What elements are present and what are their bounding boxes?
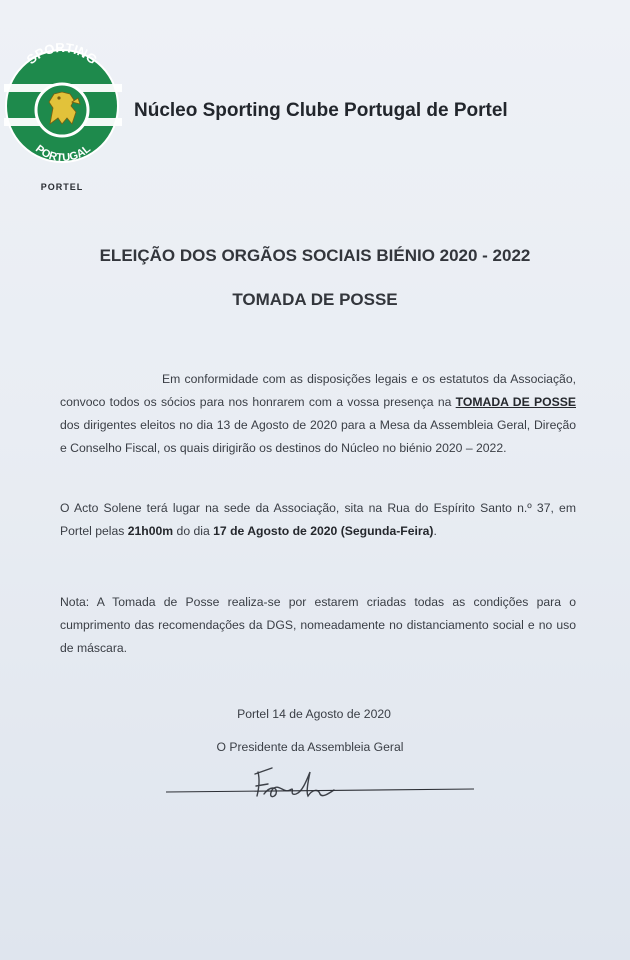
- paragraph-text: .: [433, 524, 437, 538]
- paragraph-text: do dia: [173, 524, 214, 538]
- club-name: Núcleo Sporting Clube Portugal de Portel: [134, 100, 508, 121]
- convocation-paragraph: [60, 368, 576, 460]
- logo-top-text: [28, 28, 98, 30]
- svg-text:NÚCLEO: [28, 28, 98, 30]
- place-and-date: Portel 14 de Agosto de 2020: [237, 707, 391, 721]
- ceremony-paragraph: [60, 497, 576, 543]
- logo-ring-text-top: SPORTING: [23, 39, 101, 68]
- ceremony-time: 21h00m: [127, 524, 174, 538]
- paragraph-text: Em conformidade com as disposições legais e os estatutos da Associação, convoco todos os sócios para nos honrarem com a vossa presença na: [60, 372, 576, 409]
- tomada-de-posse-highlight: TOMADA DE POSSE: [455, 395, 576, 409]
- document-subtitle: TOMADA DE POSSE: [232, 290, 398, 309]
- signature-line: [166, 789, 474, 792]
- signature-block: [160, 760, 480, 810]
- handwritten-signature: [255, 768, 334, 797]
- paragraph-text: O Acto Solene terá lugar na sede da Associação, sita na Rua do Espírito Santo n.º 37, em Portel pelas: [60, 501, 576, 538]
- logo-location-text: PORTEL: [40, 182, 84, 192]
- paragraph-text: dos dirigentes eleitos no dia 13 de Agosto de 2020 para a Mesa da Assembleia Geral, Direção e Conselho Fiscal, os quais dirigirão os destinos do Núcleo no biénio 2020 – 2022.: [60, 418, 576, 455]
- document-header: [0, 28, 630, 198]
- signatory-title: O Presidente da Assembleia Geral: [216, 740, 404, 754]
- nucleo-sporting-logo: [0, 28, 125, 198]
- document-title: ELEIÇÃO DOS ORGÃOS SOCIAIS BIÉNIO 2020 - 2022: [99, 246, 531, 265]
- logo-ring-text-bottom: PORTUGAL: [32, 142, 94, 165]
- ceremony-date: 17 de Agosto de 2020 (Segunda-Feira): [213, 524, 434, 538]
- note-paragraph: Nota: A Tomada de Posse realiza-se por estarem criadas todas as condições para o cumprimento das recomendações da DGS, nomeadamente no distanciamento social e no uso de máscara.: [60, 595, 576, 655]
